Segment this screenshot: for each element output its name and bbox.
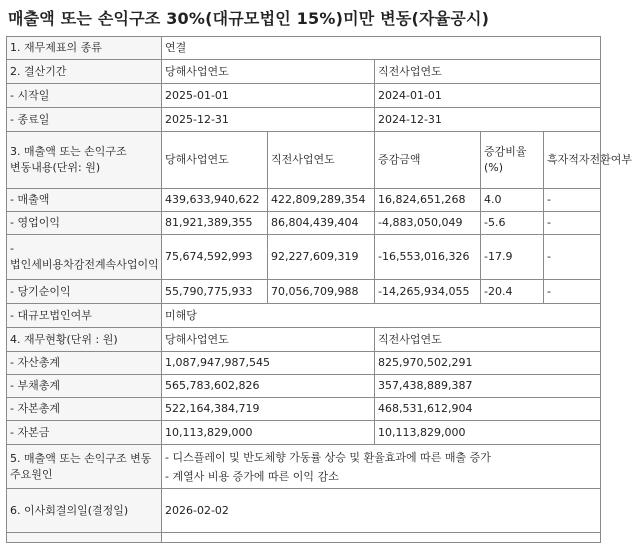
row-label: - 부채총계 <box>7 375 162 398</box>
cell-value: 2024-12-31 <box>375 108 601 132</box>
table-row <box>7 235 601 280</box>
table-row <box>7 84 601 108</box>
cell-value: 357,438,889,387 <box>375 375 601 398</box>
reason-cell <box>162 445 601 489</box>
cell-value: 2026-02-02 <box>162 489 601 533</box>
col-header-previous: 직전사업연도 <box>268 132 375 189</box>
disclosure-table <box>6 36 632 543</box>
reason-line: - 디스플레이 및 반도체향 가동률 상승 및 환율효과에 따른 매출 증가 <box>165 450 491 464</box>
cell-value: 연결 <box>162 37 601 60</box>
reason-line: - 계열사 비용 증가에 따른 이익 감소 <box>165 469 339 483</box>
row-label: 4. 재무현황(단위 : 원) <box>7 328 162 352</box>
row-label: 6. 이사회결의일(결정일) <box>7 489 162 533</box>
cell-value: 468,531,612,904 <box>375 398 601 421</box>
cell-value: - <box>544 280 601 304</box>
cell-value: - <box>544 189 601 212</box>
table-row <box>7 37 601 60</box>
row-label: - 대규모법인여부 <box>7 304 162 328</box>
cell-value: 565,783,602,826 <box>162 375 375 398</box>
cell-value <box>162 533 601 543</box>
cell-value: 미해당 <box>162 304 601 328</box>
cell-value: 70,056,709,988 <box>268 280 375 304</box>
row-label: - 영업이익 <box>7 212 162 235</box>
cell-value: 4.0 <box>481 189 544 212</box>
row-label: 3. 매출액 또는 손익구조 변동내용(단위: 원) <box>7 132 162 189</box>
table-row <box>7 533 601 543</box>
row-label: - 시작일 <box>7 84 162 108</box>
col-header-current: 당해사업연도 <box>162 60 375 84</box>
cell-value: 2025-12-31 <box>162 108 375 132</box>
table-row <box>7 189 601 212</box>
row-label: - 종료일 <box>7 108 162 132</box>
col-header-ratio: 증감비율(%) <box>481 132 544 189</box>
cell-value: -14,265,934,055 <box>375 280 481 304</box>
row-label <box>7 533 162 543</box>
table-row <box>7 375 601 398</box>
cell-value: 1,087,947,987,545 <box>162 352 375 375</box>
table-row <box>7 328 601 352</box>
cell-value: 92,227,609,319 <box>268 235 375 280</box>
table-row <box>7 132 601 189</box>
cell-value: 10,113,829,000 <box>375 421 601 445</box>
cell-value: 439,633,940,622 <box>162 189 268 212</box>
table-row <box>7 304 601 328</box>
cell-value: 2024-01-01 <box>375 84 601 108</box>
col-header-flag: 흑자적자전환여부 <box>544 132 601 189</box>
cell-value: -5.6 <box>481 212 544 235</box>
cell-value: - <box>544 212 601 235</box>
row-label: 1. 재무제표의 종류 <box>7 37 162 60</box>
row-label: - 매출액 <box>7 189 162 212</box>
row-label: - 당기순이익 <box>7 280 162 304</box>
col-header-current: 당해사업연도 <box>162 132 268 189</box>
table-row <box>7 445 601 489</box>
cell-value: 86,804,439,404 <box>268 212 375 235</box>
col-header-current: 당해사업연도 <box>162 328 375 352</box>
table-row <box>7 421 601 445</box>
cell-value: 422,809,289,354 <box>268 189 375 212</box>
col-header-previous: 직전사업연도 <box>375 328 601 352</box>
table-row <box>7 352 601 375</box>
row-label: - 자본금 <box>7 421 162 445</box>
cell-value: 2025-01-01 <box>162 84 375 108</box>
cell-value: -16,553,016,326 <box>375 235 481 280</box>
table-row <box>7 280 601 304</box>
col-header-previous: 직전사업연도 <box>375 60 601 84</box>
cell-value: 825,970,502,291 <box>375 352 601 375</box>
page-title: 매출액 또는 손익구조 30%(대규모법인 15%)미만 변동(자율공시) <box>8 9 490 28</box>
cell-value: 55,790,775,933 <box>162 280 268 304</box>
cell-value: -20.4 <box>481 280 544 304</box>
row-label: - 법인세비용차감전계속사업이익 <box>7 235 162 280</box>
cell-value: 75,674,592,993 <box>162 235 268 280</box>
table-row <box>7 489 601 533</box>
cell-value: -17.9 <box>481 235 544 280</box>
table-row <box>7 212 601 235</box>
table-row <box>7 398 601 421</box>
row-label: 5. 매출액 또는 손익구조 변동 주요원인 <box>7 445 162 489</box>
table-row <box>7 108 601 132</box>
cell-value: 81,921,389,355 <box>162 212 268 235</box>
row-label: 2. 결산기간 <box>7 60 162 84</box>
cell-value: 10,113,829,000 <box>162 421 375 445</box>
cell-value: -4,883,050,049 <box>375 212 481 235</box>
table-row <box>7 60 601 84</box>
cell-value: 16,824,651,268 <box>375 189 481 212</box>
cell-value: 522,164,384,719 <box>162 398 375 421</box>
row-label: - 자본총계 <box>7 398 162 421</box>
col-header-diff: 증감금액 <box>375 132 481 189</box>
cell-value: - <box>544 235 601 280</box>
row-label: - 자산총계 <box>7 352 162 375</box>
